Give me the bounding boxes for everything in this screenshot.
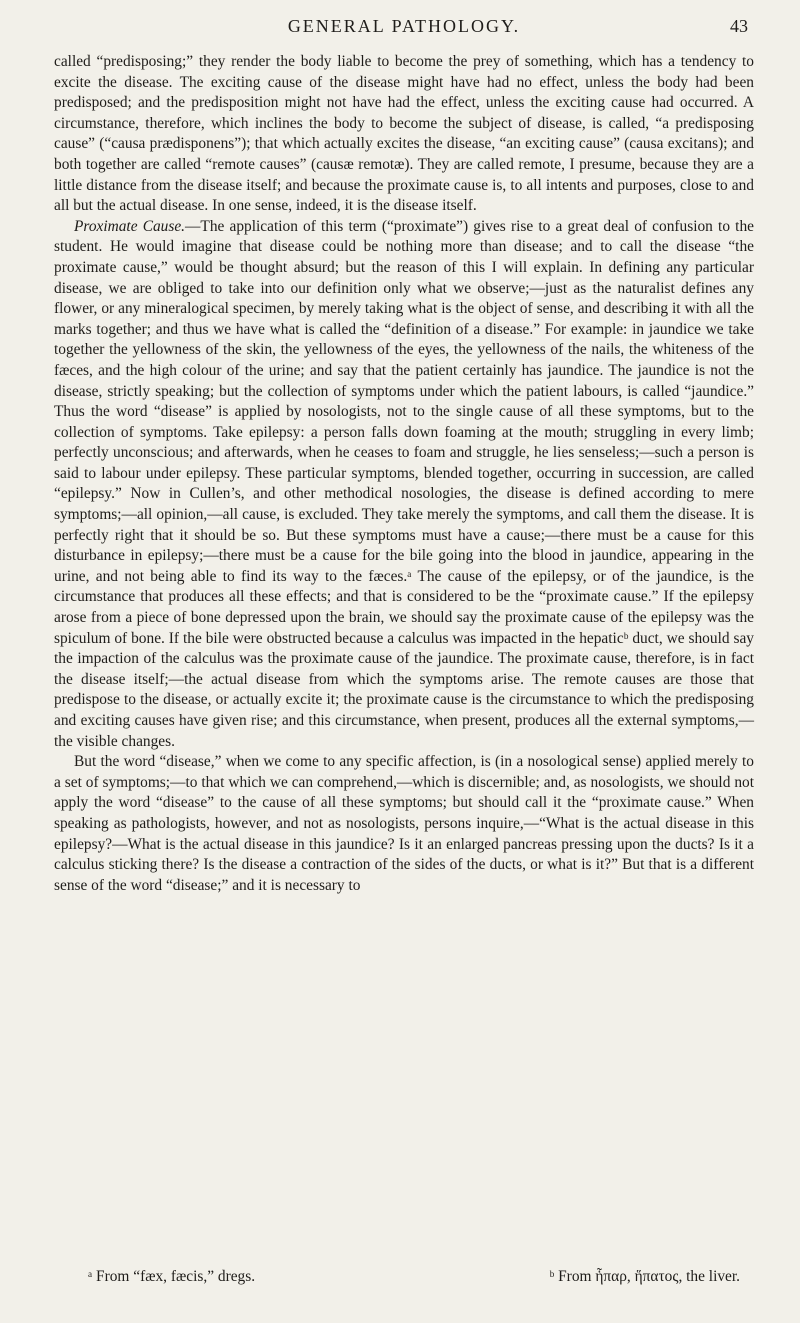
- running-head: [54, 16, 754, 40]
- paragraph-3-text: But the word “disease,” when we come to any specific affection, is (in a nosological sense) applied merely to a set of symptoms;—to that which we can comprehend,—which is discernible; and, as nosologists, we should not apply the word “disease” to the cause of all these symptoms; but should call it the “proximate cause.” When speaking as pathologists, however, and not as nosologists, persons inquire,—“What is the actual disease in this epilepsy?—What is the actual disease in this jaundice? Is it an enlarged pancreas pressing upon the ducts? Is it a calculus sticking there? Is the disease a contraction of the sides of the ducts, or what is it?” But that is a different sense of the word “disease;” and it is necessary to: [54, 753, 754, 894]
- footnote-b: ᵇ From ἧπαρ, ἥπατος, the liver.: [549, 1268, 740, 1285]
- running-title: GENERAL PATHOLOGY.: [287, 16, 521, 36]
- footnote-a: ᵃ From “fæx, fæcis,” dregs.: [88, 1268, 256, 1285]
- footnotes: [88, 1268, 740, 1286]
- section-lead-proximate-cause: Proximate Cause.: [74, 217, 186, 235]
- page-number: 43: [730, 16, 748, 36]
- paragraph-1: [54, 52, 754, 217]
- paragraph-2-text: —The application of this term (“proximate”) gives rise to a great deal of confusion to the student. He would imagine that disease could be nothing more than disease; and to call the disease “the proximate cause,” would be thought absurd; but the reason of this I will explain. In defining any particular disease, we are obliged to take into our definition only what we observe;—just as the naturalist defines any flower, or any mineralogical specimen, by merely taking what is the object of sense, and describing it with all the marks together; and thus we have what is called the “definition of a disease.” For example: in jaundice we take together the yellowness of the skin, the yellowness of the eyes, the yellowness of the nails, the whiteness of the fæces, and the high colour of the urine; and say that the patient certainly has jaundice. The jaundice is not the disease, strictly speaking; but the collection of symptoms under which the patient labours, is called “jaundice.” Thus the word “disease” is applied by nosologists, not to the single cause of all these symptoms, but to the collection of symptoms. Take epilepsy: a person falls down foaming at the mouth; struggling in every limb; perfectly unconscious; and afterwards, when he ceases to foam and struggle, he lies senseless;—such a person is said to labour under epilepsy. These particular symptoms, blended together, occurring in succession, are called “epilepsy.” Now in Cullen’s, and other methodical nosologies, the disease is defined according to mere symptoms;—all opinion,—all cause, is excluded. They take merely the symptoms, and call them the disease. It is perfectly right that it should be so. But these symptoms must have a cause;—there must be a cause for this disturbance in epilepsy;—there must be a cause for the bile going into the blood in jaundice, appearing in the urine, and not being able to find its way to the fæces.ᵃ The cause of the epilepsy, or of the jaundice, is the circumstance that produces all these effects; and that is considered to be the “proximate cause.” If the epilepsy arose from a piece of bone depressed upon the brain, we should say the proximate cause of the epilepsy was the spiculum of bone. If the bile were obstructed because a calculus was impacted in the hepaticᵇ duct, we should say the impaction of the calculus was the proximate cause of the jaundice. The proximate cause, therefore, is in fact the disease itself;—the actual disease from which the symptoms arise. The remote causes are those that predispose to the disease, or actually excite it; the proximate cause is the circumstance to which the predisposing and exciting causes have given rise; and this circumstance, when present, produces all the external symptoms,—the visible changes.: [54, 217, 754, 750]
- text-body: [54, 52, 754, 896]
- paragraph-2: [54, 217, 754, 752]
- paragraph-1-text: called “predisposing;” they render the body liable to become the prey of something, which has a tendency to excite the disease. The exciting cause of the disease might have had no effect, unless the body had been predisposed; and the predisposition might not have had the effect, unless the exciting cause had occurred. A circumstance, therefore, which inclines the body to become the subject of disease, is called, “a predisposing cause” (“causa prædisponens”); that which actually excites the disease, “an exciting cause” (causa excitans); and both together are called “remote causes” (causæ remotæ). They are called remote, I presume, because they are a little distance from the disease itself; and because the proximate cause is, to all intents and purposes, close to and all but the actual disease. In one sense, indeed, it is the disease itself.: [54, 53, 754, 215]
- paragraph-3: [54, 752, 754, 896]
